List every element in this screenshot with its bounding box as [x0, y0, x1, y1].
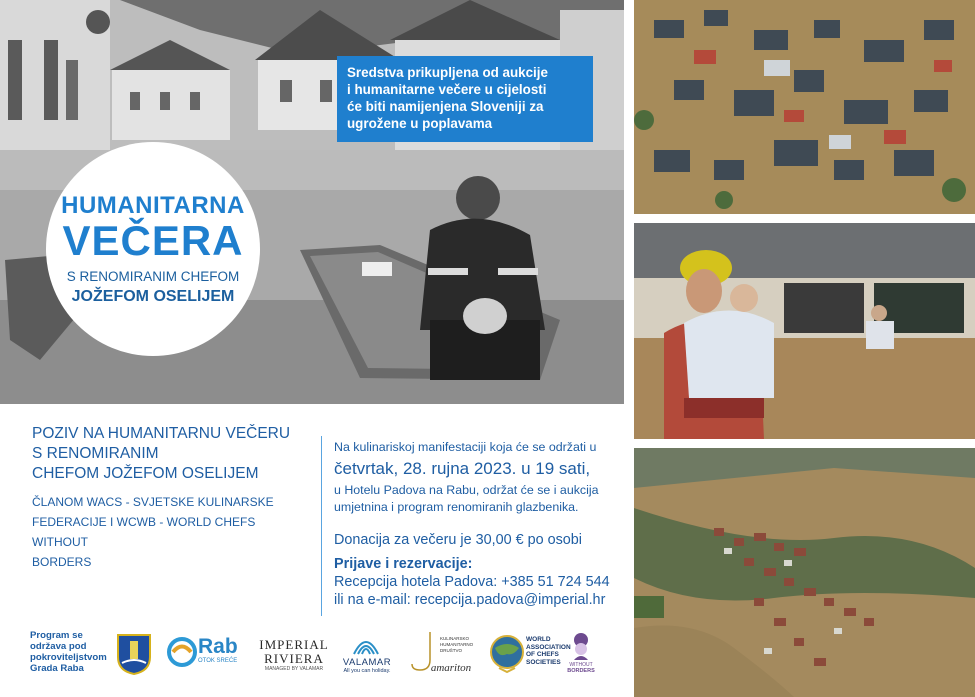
title-circle: [46, 142, 260, 356]
title-humanitarna: HUMANITARNA: [61, 191, 245, 219]
rab-logo: [198, 636, 248, 665]
invite-sub-line: ČLANOM WACS - SVJETSKE KULINARSKE: [32, 495, 274, 509]
wcwb-line: WITHOUT: [569, 662, 593, 668]
sponsor-line: održava pod: [30, 641, 87, 652]
amariton-sub: [440, 636, 480, 654]
details-intro: Na kulinariskoj manifestaciji koja će se održati u: [334, 440, 597, 454]
vertical-divider: [321, 436, 322, 616]
aerial-flood-photo-top: [634, 0, 975, 214]
reception-email[interactable]: ili na e-mail: recepcija.padova@imperial.hr: [334, 592, 606, 608]
amariton-sub-line: DRUŠTVO: [440, 648, 463, 653]
info-line: će biti namijenjena Sloveniji za: [347, 99, 544, 114]
amariton-sub-line: HUMANITARNO: [440, 642, 474, 647]
invite-sub-line: BORDERS: [32, 555, 92, 569]
wacs-globe-icon: [489, 634, 525, 674]
sponsor-line: Program se: [30, 630, 83, 641]
reception-phone: Recepcija hotela Padova: +385 51 724 544: [334, 574, 610, 590]
invite-heading-line: CHEFOM JOŽEFOM OSELIJEM: [32, 465, 259, 482]
reservations-label: Prijave i rezervacije:: [334, 556, 473, 572]
riviera-text: RIVIERA: [264, 651, 324, 666]
imperial-text: IMPERIAL: [259, 637, 329, 652]
wcwb-text: [562, 662, 600, 674]
imperial-riviera-logo: [258, 638, 330, 672]
valamar-text: VALAMAR: [342, 657, 392, 668]
invite-heading-line: S RENOMIRANIM: [32, 445, 159, 462]
valamar-logo-icon: [352, 634, 380, 656]
rab-coat-of-arms-icon: [116, 633, 152, 675]
valamar-logo: [337, 657, 397, 675]
rab-logo-icon: [167, 637, 201, 667]
rab-logo-sub: OTOK SREĆE: [198, 658, 238, 664]
event-date: četvrtak, 28. rujna 2023. u 19 sati,: [334, 459, 591, 478]
details-body-line: umjetnina i program renomiranih glazbenika.: [334, 500, 579, 514]
info-line: i humanitarne večere u cijelosti: [347, 82, 547, 97]
valamar-sub: All you can holiday.: [343, 668, 391, 674]
sponsor-line: Grada Raba: [30, 663, 84, 674]
info-box: [337, 56, 593, 142]
invite-sub: [32, 492, 312, 572]
info-line: Sredstva prikupljena od aukcije: [347, 65, 548, 80]
sponsor-line: pokroviteljstvom: [30, 652, 107, 663]
wacs-line: WORLD: [526, 636, 551, 643]
sponsor-note: [30, 630, 110, 674]
rescue-photo: [634, 223, 975, 439]
wacs-line: SOCIETIES: [526, 658, 561, 666]
title-chef-name: JOŽEFOM OSELIJEM: [71, 287, 235, 305]
details-body-line: u Hotelu Padova na Rabu, održat će se i aukcija: [334, 483, 599, 497]
chef-without-borders-icon: [570, 632, 592, 662]
invitation-text: [32, 424, 312, 572]
donation-price: Donacija za večeru je 30,00 € po osobi: [334, 532, 582, 548]
amariton-sub-line: KULINARSKO: [440, 636, 470, 641]
title-vecera: VEČERA: [62, 216, 244, 264]
wacs-line: OF CHEFS: [526, 651, 559, 658]
hero-photo: [0, 0, 624, 404]
invite-heading-line: POZIV NA HUMANITARNU VEČERU: [32, 425, 291, 442]
aerial-flood-photo-bottom: [634, 448, 975, 697]
event-details: [334, 439, 624, 609]
wacs-line: ASSOCIATION: [526, 643, 571, 651]
info-line: ugrožene u poplavama: [347, 116, 493, 131]
imperial-sub: MANAGED BY VALAMAR: [264, 666, 324, 672]
wcwb-line: BORDERS: [567, 668, 595, 674]
invite-sub-line: FEDERACIJE I WCWB - WORLD CHEFS WITHOUT: [32, 515, 256, 549]
rab-logo-text: Rab: [198, 635, 238, 658]
amariton-text: amariton: [430, 662, 472, 674]
title-subtitle: S RENOMIRANIM CHEFOM: [66, 268, 240, 284]
